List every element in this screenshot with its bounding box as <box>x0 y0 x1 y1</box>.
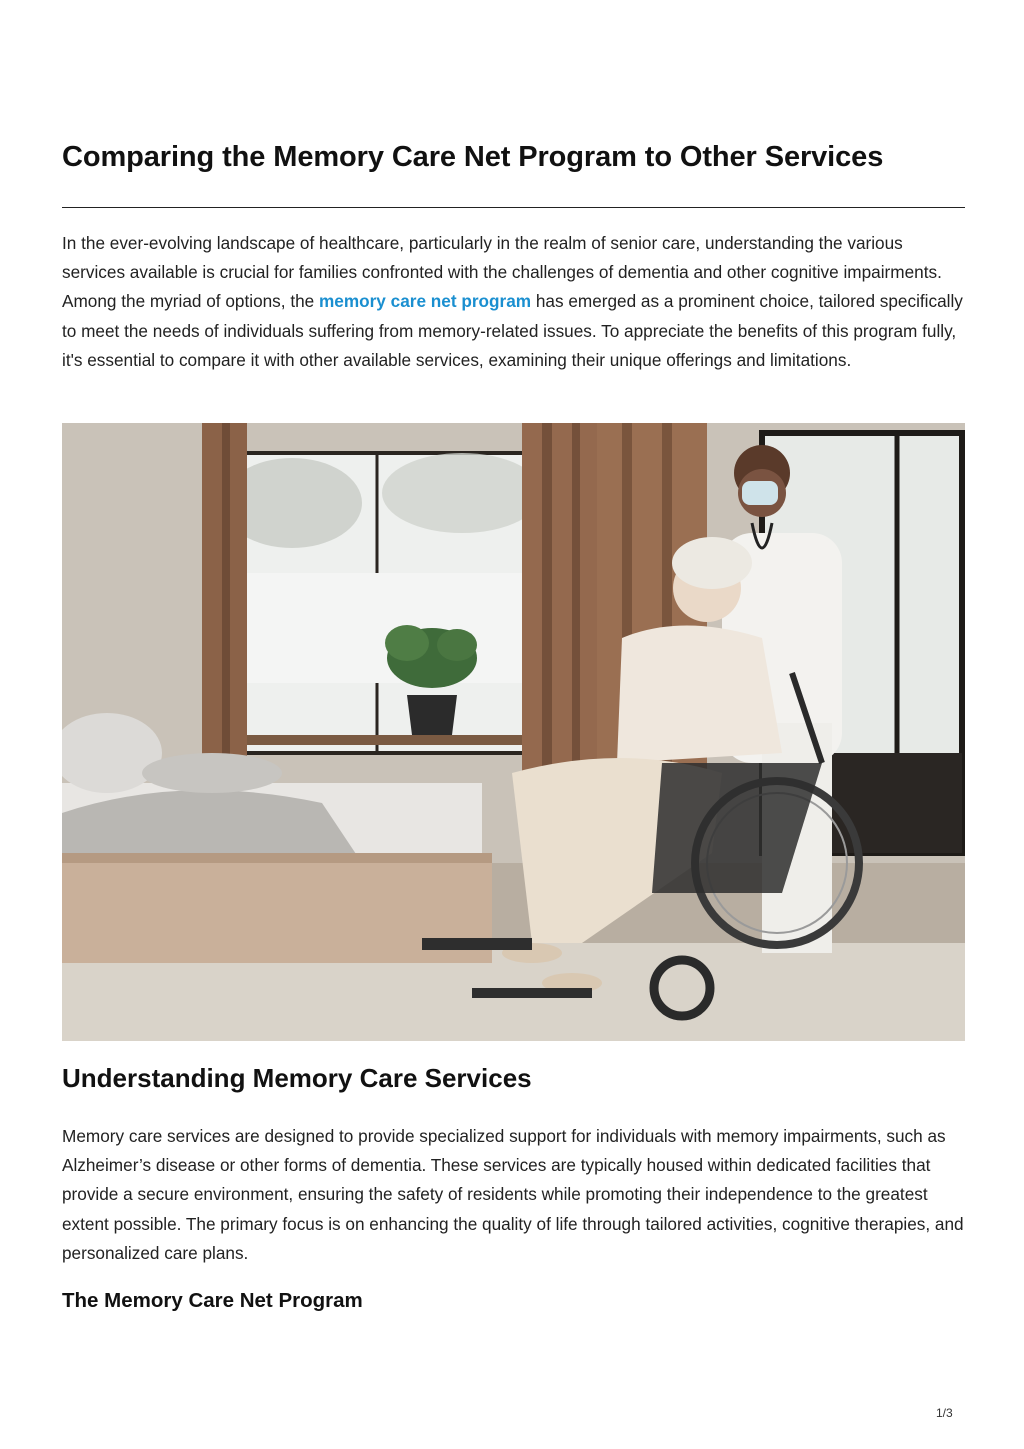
page-number: 1/3 <box>936 1406 953 1420</box>
memory-care-net-program-link[interactable]: memory care net program <box>319 291 532 312</box>
intro-paragraph <box>62 229 965 375</box>
article-photo <box>62 423 965 1041</box>
subsection-heading: The Memory Care Net Program <box>62 1289 363 1312</box>
intro-text-before-link: In the ever-evolving landscape of healthcare, particularly in the realm of senior care, understanding the various services available is crucial for families confronted with the challenges of dementia and other cognitive impairments. Among the myriad of options, the <box>62 233 942 312</box>
senior-wheelchair-photo <box>62 423 965 1041</box>
article-title: Comparing the Memory Care Net Program to Other Services <box>62 141 884 173</box>
section-heading: Understanding Memory Care Services <box>62 1063 532 1093</box>
section-paragraph: Memory care services are designed to provide specialized support for individuals with memory impairments, such as Alzheimer’s disease or other forms of dementia. These services are typically housed within dedicated facilities that provide a secure environment, ensuring the safety of residents while promoting their independence to the greatest extent possible. The primary focus is on enhancing the quality of life through tailored activities, cognitive therapies, and personalized care plans. <box>62 1126 964 1263</box>
title-divider <box>62 207 965 208</box>
intro-text-after-link: has emerged as a prominent choice, tailored specifically to meet the needs of individuals suffering from memory-related issues. To appreciate the benefits of this program fully, it's essential to compare it with other available services, examining their unique offerings and limitations. <box>62 291 963 370</box>
